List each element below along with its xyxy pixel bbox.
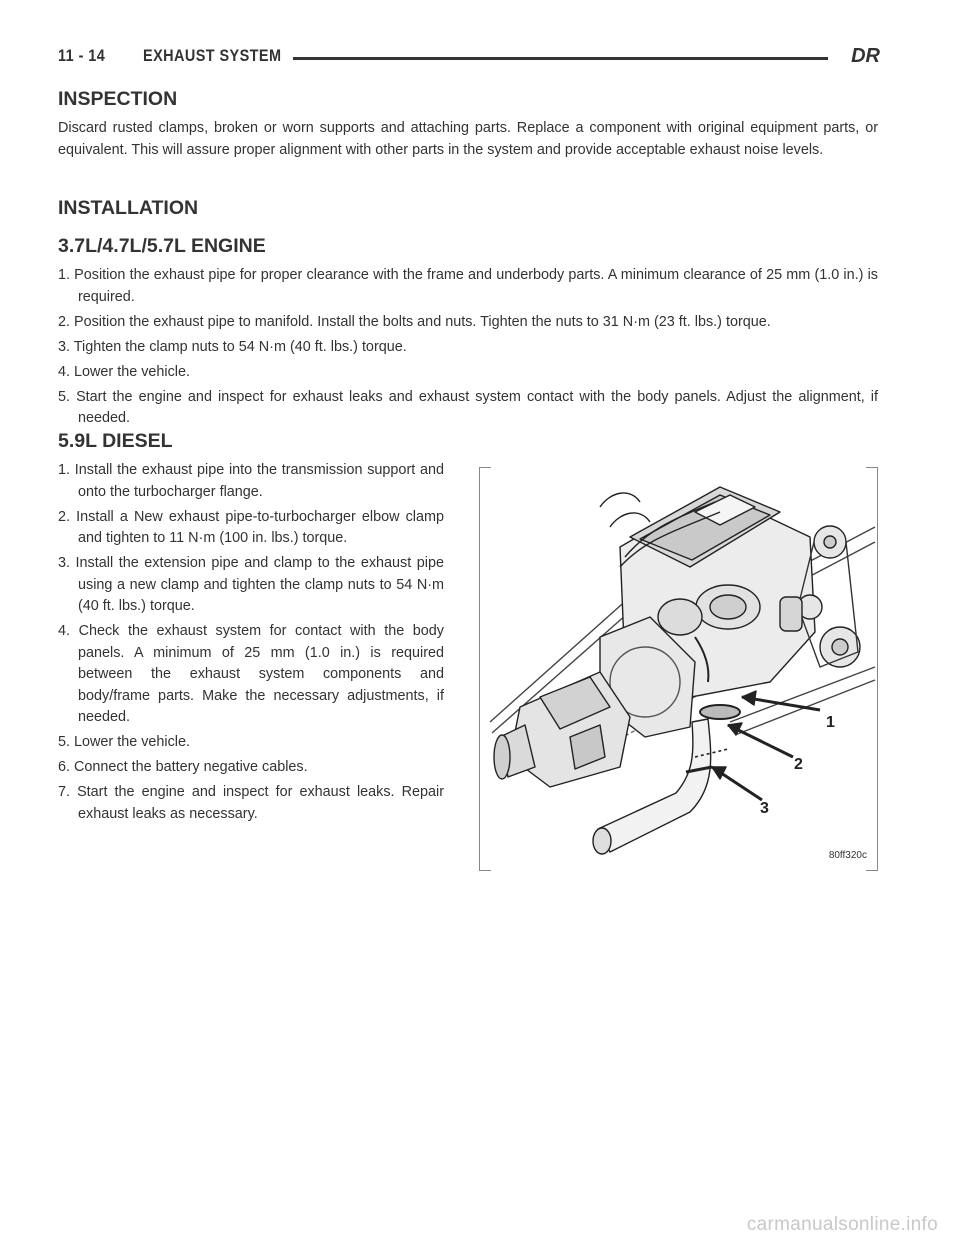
- installation-heading: INSTALLATION: [58, 197, 199, 219]
- list-item: 4. Check the exhaust system for contact with the body panels. A minimum of 25 mm (1.0 in.) is required between the exhaust system components and body/frame parts. Make the necessary adjustments, if needed.: [58, 623, 444, 725]
- gas-engine-steps: [58, 265, 878, 433]
- gas-engine-heading: 3.7L/4.7L/5.7L ENGINE: [58, 235, 266, 257]
- list-item: 2. Install a New exhaust pipe-to-turbocharger elbow clamp and tighten to 11 N·m (100 in. lbs.) torque.: [58, 508, 444, 546]
- exhaust-installation-figure: [479, 467, 878, 871]
- list-item: 5. Start the engine and inspect for exhaust leaks and exhaust system contact with the body panels. Adjust the alignment, if needed.: [58, 388, 878, 426]
- figure-code: 80ff320c: [828, 850, 867, 861]
- callout-1: 1: [826, 714, 835, 731]
- inspection-text: Discard rusted clamps, broken or worn supports and attaching parts. Replace a component with original equipment parts, or equivalent. This will assure proper alignment with other parts in the system and provide acceptable exhaust noise levels.: [58, 120, 878, 158]
- list-item: 1. Position the exhaust pipe for proper clearance with the frame and underbody parts. A minimum clearance of 25 mm (1.0 in.) is required.: [58, 267, 878, 305]
- callout-2: 2: [794, 756, 803, 773]
- list-item: 3. Install the extension pipe and clamp to the exhaust pipe using a new clamp and tighten the clamp nuts to 54 N·m (40 ft. lbs.) torque.: [58, 555, 444, 614]
- diesel-steps: [58, 460, 444, 829]
- list-item: 7. Start the engine and inspect for exhaust leaks. Repair exhaust leaks as necessary.: [58, 784, 444, 822]
- watermark: carmanualsonline.info: [746, 1214, 938, 1235]
- diesel-heading: 5.9L DIESEL: [58, 430, 173, 452]
- list-item: 6. Connect the battery negative cables.: [58, 759, 308, 775]
- list-item: 2. Position the exhaust pipe to manifold. Install the bolts and nuts. Tighten the nuts to 31 N·m (23 ft. lbs.) torque.: [58, 313, 771, 330]
- list-item: 5. Lower the vehicle.: [58, 734, 190, 750]
- engine-illustration: [480, 467, 877, 871]
- model-code: DR: [851, 45, 880, 67]
- list-item: 3. Tighten the clamp nuts to 54 N·m (40 ft. lbs.) torque.: [58, 338, 407, 355]
- list-item: 4. Lower the vehicle.: [58, 363, 190, 380]
- callout-3: 3: [760, 800, 769, 817]
- list-item: 1. Install the exhaust pipe into the transmission support and onto the turbocharger flange.: [58, 462, 444, 500]
- page-header: [58, 46, 880, 72]
- header-rule: [293, 57, 828, 60]
- section-title: EXHAUST SYSTEM: [143, 46, 282, 65]
- inspection-heading: INSPECTION: [58, 88, 178, 110]
- page-number: 11 - 14: [58, 46, 106, 65]
